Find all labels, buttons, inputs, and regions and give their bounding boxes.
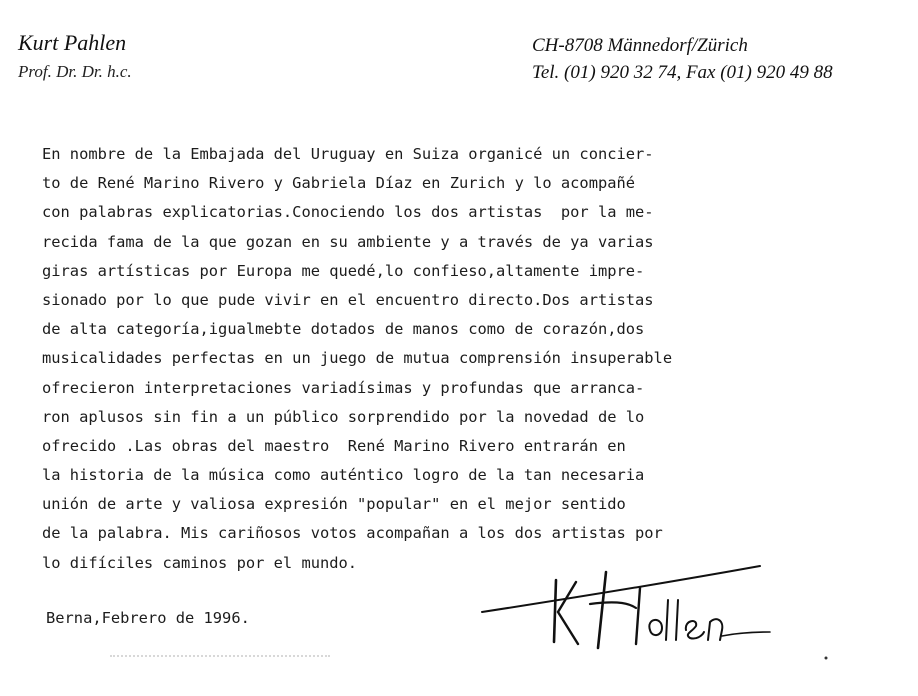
letter-body (42, 140, 902, 578)
body-line: musicalidades perfectas en un juego de mutua comprensión insuperable (42, 349, 673, 368)
body-line: En nombre de la Embajada del Uruguay en Suiza organicé un concier- (42, 145, 654, 163)
faint-marks (110, 655, 330, 663)
letterhead-name: Kurt Pahlen (18, 30, 127, 55)
body-line: lo difíciles caminos por el mundo. (42, 553, 358, 572)
body-line: la historia de la música como auténtico logro de la tan necesaria (42, 466, 645, 485)
body-line: giras artísticas por Europa me quedé,lo confieso,altamente impre- (42, 261, 645, 280)
body-line: ofrecido .Las obras del maestro René Marino Rivero entrarán en (42, 436, 626, 455)
date-line: Berna,Febrero de 1996. (46, 609, 250, 627)
body-line: ron aplusos sin fin a un público sorprendido por la novedad de lo (42, 407, 645, 426)
body-line: to de René Marino Rivero y Gabriela Díaz en Zurich y lo acompañé (42, 174, 636, 193)
body-line: ofrecieron interpretaciones variadísimas y profundas que arranca- (42, 378, 645, 397)
signature-image (470, 560, 850, 660)
body-line: de alta categoría,igualmebte dotados de manos como de corazón,dos (42, 320, 645, 339)
body-line: con palabras explicatorias.Conociendo los dos artistas por la me- (42, 203, 654, 222)
letterhead-title: Prof. Dr. Dr. h.c. (18, 62, 132, 81)
body-line: sionado por lo que pude vivir en el encuentro directo.Dos artistas (42, 290, 654, 309)
body-line: de la palabra. Mis cariñosos votos acompañan a los dos artistas por (42, 524, 663, 543)
letterhead-address: CH-8708 Männedorf/Zürich (532, 35, 748, 56)
letterhead-phone: Tel. (01) 920 32 74, Fax (01) 920 49 88 (532, 62, 833, 83)
body-line: recida fama de la que gozan en su ambiente y a través de ya varias (42, 232, 654, 251)
body-line: unión de arte y valiosa expresión "popular" en el mejor sentido (42, 495, 626, 514)
